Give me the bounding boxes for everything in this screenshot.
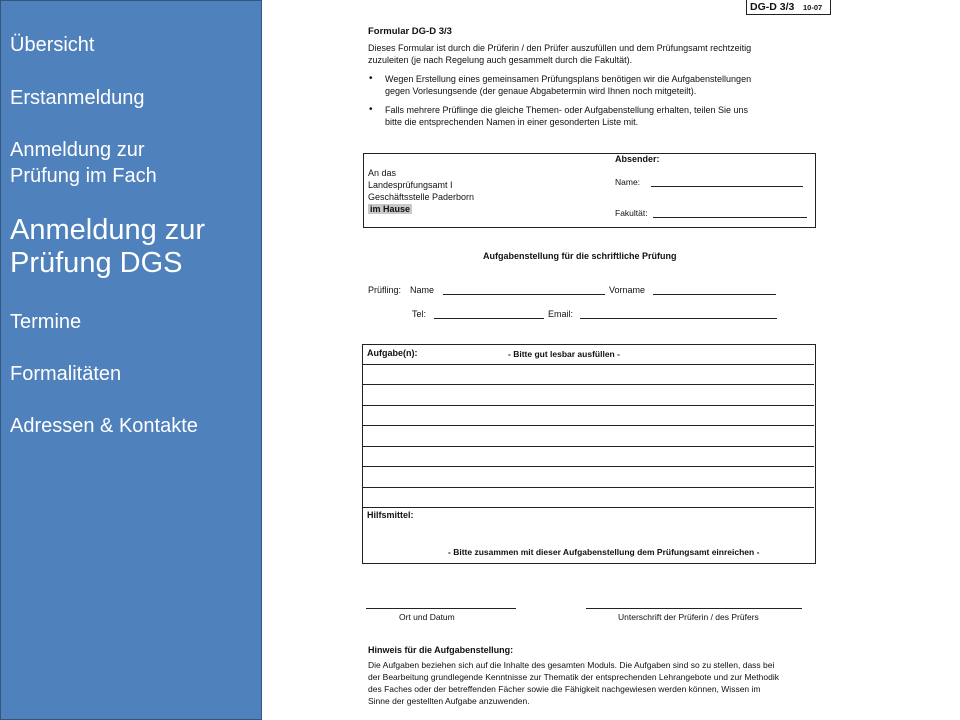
task-row-line [363,405,814,406]
sidebar-nav [0,0,262,720]
nav-item-anmeldung-dgs[interactable]: Anmeldung zur Prüfung DGS [10,214,206,279]
candidate-firstname-field[interactable] [653,294,776,295]
intro-line-1: Dieses Formular ist durch die Prüferin / den Prüfer auszufüllen und dem Prüfungsamt rechtzeitig [368,43,752,53]
form-id-version: 10-07 [803,3,823,12]
submit-note: - Bitte zusammen mit dieser Aufgabenstellung dem Prüfungsamt einreichen - [448,547,760,557]
task-row-line [363,364,814,365]
intro-line-2: zuzuleiten (je nach Regelung auch gesammelt durch die Fakultät). [368,55,633,65]
task-row-line [363,507,814,508]
note-line-2: der Bearbeitung grundlegende Kenntnisse zur Thematik der entsprechenden Lehrangebote und zur Methodik [368,672,779,682]
tasks-hint: - Bitte gut lesbar ausfüllen - [508,349,620,359]
bullet-icon: • [369,73,373,84]
candidate-name-label: Name [410,285,435,295]
nav-item-adressen-kontakte[interactable]: Adressen & Kontakte [10,415,198,437]
address-line-1: An das [368,168,397,178]
nav-item-uebersicht[interactable]: Übersicht [10,34,95,56]
sender-faculty-field[interactable] [653,217,807,218]
bullet-1-line-1: Wegen Erstellung eines gemeinsamen Prüfungsplans benötigen wir die Aufgabenstellungen [385,74,752,84]
candidate-firstname-label: Vorname [609,285,646,295]
sender-name-label: Name: [615,177,641,187]
sender-faculty-label: Fakultät: [615,208,648,218]
sender-label: Absender: [615,154,660,164]
task-row-line [363,384,814,385]
form-id-box [746,0,831,15]
task-row-line [363,487,814,488]
candidate-email-label: Email: [548,309,574,319]
bullet-2-line-2: bitte die entsprechenden Namen in einer gesonderten Liste mit. [385,117,639,127]
place-date-field[interactable] [366,608,516,609]
place-date-label: Ort und Datum [399,612,455,622]
task-heading: Aufgabenstellung für die schriftliche Prüfung [483,251,677,261]
candidate-phone-label: Tel: [412,309,427,319]
task-row-line [363,466,814,467]
note-heading: Hinweis für die Aufgabenstellung: [368,645,514,655]
nav-item-anmeldung-fach[interactable]: Anmeldung zur Prüfung im Fach [10,139,157,187]
nav-item-formalitaeten[interactable]: Formalitäten [10,363,122,385]
bullet-2-line-1: Falls mehrere Prüflinge die gleiche Themen- oder Aufgabenstellung erhalten, teilen Sie uns [385,105,749,115]
candidate-name-field[interactable] [443,294,605,295]
address-line-4: im Hause [370,204,411,214]
form-title: Formular DG-D 3/3 [368,26,452,37]
address-line-2: Landesprüfungsamt I [368,180,453,190]
task-row-line [363,446,814,447]
task-row-line [363,425,814,426]
note-line-1: Die Aufgaben beziehen sich auf die Inhalte des gesamten Moduls. Die Aufgaben sind so zu stellen, dass bei [368,660,775,670]
form-document [262,0,960,720]
note-line-3: des Faches oder der betreffenden Fächer sowie die Fähigkeit nachgewiesen werden können, Wissen im [368,684,761,694]
nav-item-termine[interactable]: Termine [10,311,82,333]
bullet-1-line-2: gegen Vorlesungsende (der genaue Abgabetermin wird Ihnen noch mitgeteilt). [385,86,697,96]
candidate-email-field[interactable] [580,318,777,319]
address-line-3: Geschäftsstelle Paderborn [368,192,475,202]
nav-item-erstanmeldung[interactable]: Erstanmeldung [10,87,145,109]
signature-field[interactable] [586,608,802,609]
aids-label: Hilfsmittel: [367,510,414,520]
tasks-box [362,344,816,564]
bullet-icon: • [369,104,373,115]
candidate-phone-field[interactable] [434,318,544,319]
signature-label: Unterschrift der Prüferin / des Prüfers [618,612,759,622]
candidate-label: Prüfling: [368,285,402,295]
form-id-code: DG-D 3/3 [750,1,795,13]
tasks-label: Aufgabe(n): [367,348,418,358]
sender-name-field[interactable] [651,186,803,187]
note-line-4: Sinne der gestellten Aufgabe anzuwenden. [368,696,530,706]
